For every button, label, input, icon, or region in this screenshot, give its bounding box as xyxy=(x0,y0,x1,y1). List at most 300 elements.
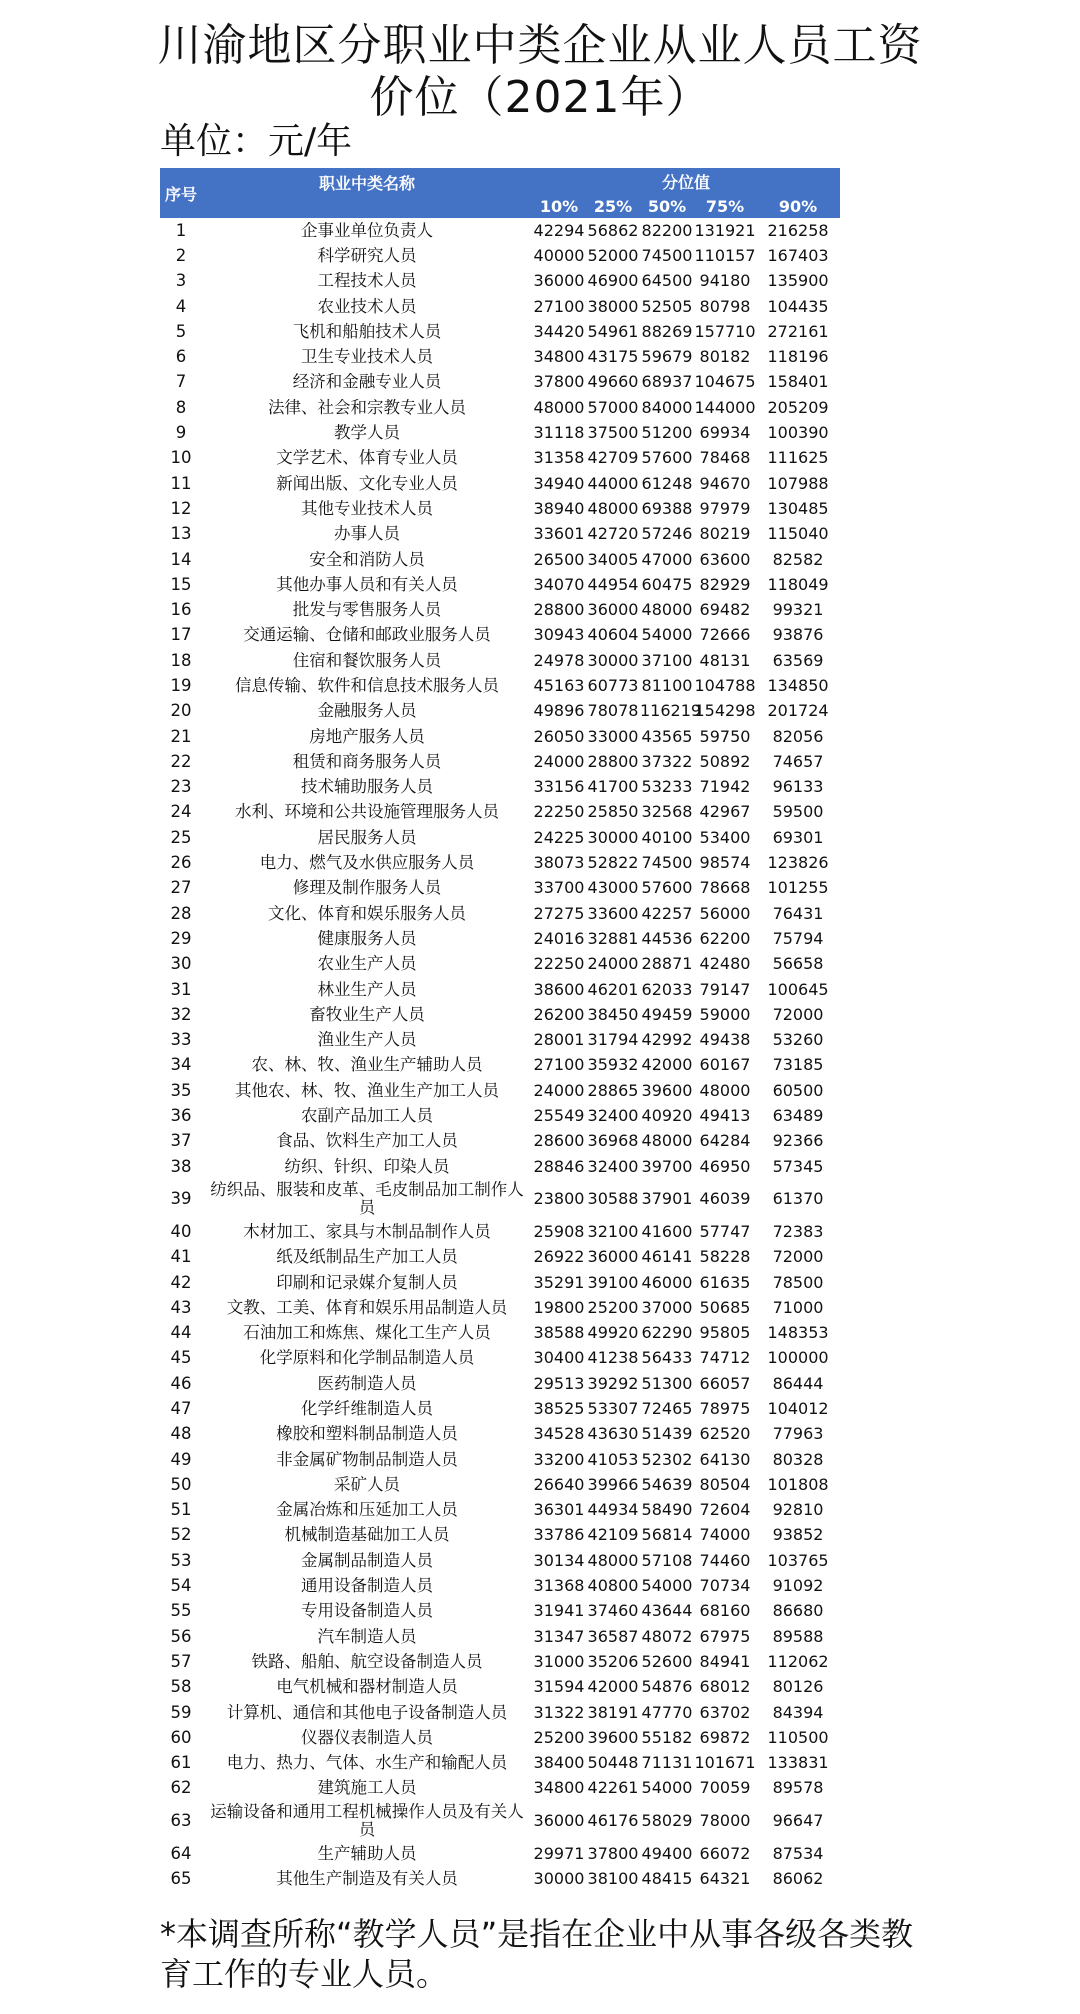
cell-p75: 110157 xyxy=(694,245,756,265)
cell-no: 51 xyxy=(170,1500,192,1520)
cell-p10: 38600 xyxy=(533,979,585,999)
cell-name: 金属制品制造人员 xyxy=(301,1550,433,1570)
cell-p10: 23800 xyxy=(533,1189,585,1209)
table-row xyxy=(160,370,840,395)
cell-p75: 78000 xyxy=(699,1811,751,1831)
cell-p50: 56433 xyxy=(641,1348,693,1368)
cell-p50: 37901 xyxy=(641,1189,693,1209)
cell-p75: 48131 xyxy=(699,650,751,670)
cell-name: 计算机、通信和其他电子设备制造人员 xyxy=(226,1702,508,1722)
cell-no: 63 xyxy=(170,1811,192,1831)
cell-name: 非金属矿物制品制造人员 xyxy=(276,1449,458,1469)
cell-p50: 84000 xyxy=(641,397,693,417)
cell-p90: 89578 xyxy=(772,1778,824,1798)
cell-p75: 94180 xyxy=(699,271,751,291)
cell-name: 卫生专业技术人员 xyxy=(301,347,433,367)
cell-p10: 33786 xyxy=(533,1525,585,1545)
cell-p75: 74712 xyxy=(699,1348,751,1368)
cell-p25: 54961 xyxy=(587,321,639,341)
cell-no: 18 xyxy=(170,650,192,670)
page-title xyxy=(0,20,1080,124)
cell-p90: 216258 xyxy=(767,220,829,240)
table-row xyxy=(160,294,840,319)
cell-p25: 33000 xyxy=(587,726,639,746)
cell-no: 29 xyxy=(170,928,192,948)
cell-p50: 68937 xyxy=(641,372,693,392)
cell-no: 23 xyxy=(170,777,192,797)
title-line-1: 川渝地区分职业中类企业从业人员工资 xyxy=(157,20,923,71)
cell-p25: 48000 xyxy=(587,498,639,518)
cell-no: 4 xyxy=(175,296,187,316)
cell-p90: 59500 xyxy=(772,802,824,822)
cell-p25: 36000 xyxy=(587,1247,639,1267)
cell-no: 59 xyxy=(170,1702,192,1722)
cell-p75: 64284 xyxy=(699,1131,751,1151)
cell-no: 7 xyxy=(175,372,187,392)
cell-name: 仪器仪表制造人员 xyxy=(301,1727,433,1747)
cell-p10: 34800 xyxy=(533,347,585,367)
cell-no: 8 xyxy=(175,397,187,417)
cell-p10: 34420 xyxy=(533,321,585,341)
cell-p90: 92810 xyxy=(772,1500,824,1520)
cell-p90: 101808 xyxy=(767,1474,829,1494)
cell-p25: 39100 xyxy=(587,1272,639,1292)
cell-p90: 57345 xyxy=(772,1156,824,1176)
cell-p90: 272161 xyxy=(767,321,829,341)
cell-p25: 41700 xyxy=(587,777,639,797)
table-row xyxy=(160,1573,840,1598)
cell-p10: 25200 xyxy=(533,1727,585,1747)
cell-p25: 43175 xyxy=(587,347,639,367)
cell-name: 林业生产人员 xyxy=(317,979,417,999)
cell-p75: 53400 xyxy=(699,827,751,847)
table-row xyxy=(160,1078,840,1103)
table-row xyxy=(160,825,840,850)
cell-no: 37 xyxy=(170,1131,192,1151)
cell-p90: 118196 xyxy=(767,347,829,367)
cell-p25: 50448 xyxy=(587,1753,639,1773)
cell-p50: 57246 xyxy=(641,524,693,544)
cell-p50: 55182 xyxy=(641,1727,693,1747)
cell-name: 机械制造基础加工人员 xyxy=(284,1525,450,1545)
cell-p90: 167403 xyxy=(767,245,829,265)
cell-p50: 82200 xyxy=(641,220,693,240)
cell-name: 橡胶和塑料制品制造人员 xyxy=(276,1424,458,1444)
cell-no: 49 xyxy=(170,1449,192,1469)
cell-p50: 43644 xyxy=(641,1601,693,1621)
cell-p10: 27100 xyxy=(533,296,585,316)
cell-p25: 32400 xyxy=(587,1106,639,1126)
cell-p75: 80504 xyxy=(699,1474,751,1494)
cell-p75: 80798 xyxy=(699,296,751,316)
cell-p50: 42257 xyxy=(641,903,693,923)
cell-p25: 42000 xyxy=(587,1677,639,1697)
cell-p75: 57747 xyxy=(699,1221,751,1241)
table-row xyxy=(160,1103,840,1128)
table-row xyxy=(160,1422,840,1447)
cell-p90: 205209 xyxy=(767,397,829,417)
cell-p50: 58029 xyxy=(641,1811,693,1831)
cell-p10: 38588 xyxy=(533,1323,585,1343)
table-row xyxy=(160,1295,840,1320)
table-row xyxy=(160,1129,840,1154)
table-row xyxy=(160,1649,840,1674)
cell-p75: 56000 xyxy=(699,903,751,923)
cell-p25: 30588 xyxy=(587,1189,639,1209)
cell-p75: 62200 xyxy=(699,928,751,948)
table-row xyxy=(160,1472,840,1497)
table-row xyxy=(160,1028,840,1053)
cell-p90: 104435 xyxy=(767,296,829,316)
cell-no: 47 xyxy=(170,1399,192,1418)
cell-name: 铁路、船舶、航空设备制造人员 xyxy=(251,1651,483,1671)
cell-p90: 91092 xyxy=(772,1576,824,1596)
cell-p10: 22250 xyxy=(533,802,585,822)
cell-p25: 32400 xyxy=(587,1156,639,1176)
cell-name: 健康服务人员 xyxy=(317,928,417,948)
cell-p25: 31794 xyxy=(587,1030,639,1050)
cell-p90: 63489 xyxy=(772,1106,824,1126)
cell-p25: 41238 xyxy=(587,1348,639,1368)
cell-p90: 112062 xyxy=(767,1651,829,1671)
cell-p50: 37100 xyxy=(641,650,693,670)
cell-p90: 87534 xyxy=(772,1843,824,1863)
cell-p50: 81100 xyxy=(641,675,693,695)
cell-p10: 29971 xyxy=(533,1843,585,1863)
cell-p90: 107988 xyxy=(767,473,829,493)
cell-p50: 44536 xyxy=(641,928,693,948)
cell-p50: 54639 xyxy=(641,1474,693,1494)
cell-p75: 66057 xyxy=(699,1373,751,1393)
header-name: 职业中类名称 xyxy=(202,168,532,218)
cell-name: 通用设备制造人员 xyxy=(301,1576,433,1596)
cell-p10: 36301 xyxy=(533,1500,585,1520)
cell-p25: 48000 xyxy=(587,1550,639,1570)
table-row xyxy=(160,1599,840,1624)
cell-name: 电力、燃气及水供应服务人员 xyxy=(259,853,475,873)
cell-p10: 33200 xyxy=(533,1449,585,1469)
cell-p90: 92366 xyxy=(772,1131,824,1151)
table-row xyxy=(160,1371,840,1396)
cell-p25: 56862 xyxy=(587,220,639,240)
cell-no: 65 xyxy=(170,1869,192,1889)
cell-name: 办事人员 xyxy=(334,524,400,544)
cell-no: 53 xyxy=(170,1550,192,1570)
cell-name: 农业技术人员 xyxy=(317,296,417,316)
cell-name: 科学研究人员 xyxy=(317,245,417,265)
table-row xyxy=(160,218,840,243)
table-row xyxy=(160,775,840,800)
cell-p10: 33700 xyxy=(533,878,585,898)
table-row xyxy=(160,547,840,572)
unit-label: 单位：元/年 xyxy=(160,121,353,162)
cell-p10: 31118 xyxy=(533,423,585,443)
cell-p75: 49438 xyxy=(699,1030,751,1050)
cell-p75: 78468 xyxy=(699,448,751,468)
table-row xyxy=(160,1675,840,1700)
cell-p50: 52600 xyxy=(641,1651,693,1671)
cell-p25: 38191 xyxy=(587,1702,639,1722)
cell-p10: 25549 xyxy=(533,1106,585,1126)
cell-no: 50 xyxy=(170,1474,192,1494)
cell-no: 44 xyxy=(170,1323,192,1343)
cell-no: 28 xyxy=(170,903,192,923)
cell-p25: 46176 xyxy=(587,1811,639,1831)
cell-p90: 96647 xyxy=(772,1811,824,1831)
cell-no: 20 xyxy=(170,701,192,721)
cell-no: 31 xyxy=(170,979,192,999)
cell-p90: 72383 xyxy=(772,1221,824,1241)
cell-p90: 115040 xyxy=(767,524,829,544)
cell-name: 金融服务人员 xyxy=(317,701,417,721)
cell-p75: 131921 xyxy=(694,220,756,240)
cell-p50: 42992 xyxy=(641,1030,693,1050)
cell-p50: 57600 xyxy=(641,878,693,898)
cell-p25: 35206 xyxy=(587,1651,639,1671)
table-row xyxy=(160,1396,840,1421)
cell-p50: 47000 xyxy=(641,549,693,569)
cell-p75: 64321 xyxy=(699,1869,751,1889)
cell-name: 批发与零售服务人员 xyxy=(292,600,442,620)
header-p50: 50% xyxy=(640,194,694,218)
cell-p50: 54000 xyxy=(641,1778,693,1798)
cell-no: 61 xyxy=(170,1753,192,1773)
cell-p90: 86680 xyxy=(772,1601,824,1621)
cell-p50: 28871 xyxy=(641,954,693,974)
cell-no: 39 xyxy=(170,1189,192,1209)
cell-p25: 52000 xyxy=(587,245,639,265)
cell-name: 木材加工、家具与木制品制作人员 xyxy=(243,1221,491,1241)
cell-p90: 201724 xyxy=(767,701,829,721)
cell-no: 57 xyxy=(170,1651,192,1671)
cell-no: 46 xyxy=(170,1373,192,1393)
cell-name: 专用设备制造人员 xyxy=(301,1601,433,1621)
cell-p90: 93852 xyxy=(772,1525,824,1545)
cell-p75: 42967 xyxy=(699,802,751,822)
cell-p25: 25850 xyxy=(587,802,639,822)
cell-p90: 89588 xyxy=(772,1626,824,1646)
table-row xyxy=(160,1179,840,1219)
cell-name: 金属冶炼和压延加工人员 xyxy=(276,1500,458,1520)
cell-p50: 40100 xyxy=(641,827,693,847)
cell-p25: 52822 xyxy=(587,853,639,873)
cell-p50: 54000 xyxy=(641,625,693,645)
cell-p10: 34070 xyxy=(533,574,585,594)
cell-no: 54 xyxy=(170,1576,192,1596)
cell-no: 21 xyxy=(170,726,192,746)
cell-name: 农副产品加工人员 xyxy=(301,1106,433,1126)
cell-p25: 44934 xyxy=(587,1500,639,1520)
cell-p10: 37800 xyxy=(533,372,585,392)
cell-p75: 72666 xyxy=(699,625,751,645)
cell-p25: 44000 xyxy=(587,473,639,493)
cell-p10: 24000 xyxy=(533,1080,585,1100)
cell-p25: 44954 xyxy=(587,574,639,594)
cell-no: 55 xyxy=(170,1601,192,1621)
cell-p10: 24016 xyxy=(533,928,585,948)
cell-p25: 49920 xyxy=(587,1323,639,1343)
cell-name: 文教、工美、体育和娱乐用品制造人员 xyxy=(226,1297,508,1317)
cell-no: 33 xyxy=(170,1030,192,1050)
cell-p75: 70734 xyxy=(699,1576,751,1596)
cell-p10: 26200 xyxy=(533,1004,585,1024)
cell-p50: 49400 xyxy=(641,1843,693,1863)
cell-p10: 33601 xyxy=(533,524,585,544)
cell-name: 法律、社会和宗教专业人员 xyxy=(268,397,466,417)
cell-p10: 34528 xyxy=(533,1424,585,1444)
cell-name: 技术辅助服务人员 xyxy=(301,777,433,797)
cell-name: 采矿人员 xyxy=(334,1474,400,1494)
cell-p50: 51200 xyxy=(641,423,693,443)
cell-p50: 62290 xyxy=(641,1323,693,1343)
cell-no: 62 xyxy=(170,1778,192,1798)
cell-p25: 36000 xyxy=(587,600,639,620)
cell-name: 其他专业技术人员 xyxy=(301,498,433,518)
cell-p90: 103765 xyxy=(767,1550,829,1570)
cell-p75: 72604 xyxy=(699,1500,751,1520)
cell-p90: 100000 xyxy=(767,1348,829,1368)
table-header xyxy=(160,168,840,218)
cell-p25: 34005 xyxy=(587,549,639,569)
table-row xyxy=(160,800,840,825)
cell-no: 14 xyxy=(170,549,192,569)
cell-p90: 80328 xyxy=(772,1449,824,1469)
cell-p50: 46000 xyxy=(641,1272,693,1292)
cell-p25: 57000 xyxy=(587,397,639,417)
cell-p10: 26922 xyxy=(533,1247,585,1267)
cell-name: 汽车制造人员 xyxy=(317,1626,417,1646)
cell-p10: 35291 xyxy=(533,1272,585,1292)
cell-p10: 31594 xyxy=(533,1677,585,1697)
cell-no: 11 xyxy=(170,473,192,493)
cell-p75: 68160 xyxy=(699,1601,751,1621)
table-row xyxy=(160,1245,840,1270)
cell-p50: 52505 xyxy=(641,296,693,316)
cell-no: 5 xyxy=(175,321,187,341)
cell-p50: 32568 xyxy=(641,802,693,822)
cell-p10: 28001 xyxy=(533,1030,585,1050)
table-row xyxy=(160,420,840,445)
cell-p50: 39600 xyxy=(641,1080,693,1100)
table-row xyxy=(160,749,840,774)
cell-p10: 30134 xyxy=(533,1550,585,1570)
cell-name: 畜牧业生产人员 xyxy=(309,1004,425,1024)
cell-name: 水利、环境和公共设施管理服务人员 xyxy=(235,802,499,822)
cell-p75: 157710 xyxy=(694,321,756,341)
title-line-2: 价位（2021年） xyxy=(369,72,711,123)
table-row xyxy=(160,648,840,673)
cell-p10: 19800 xyxy=(533,1297,585,1317)
cell-p90: 84394 xyxy=(772,1702,824,1722)
cell-p50: 48415 xyxy=(641,1869,693,1889)
cell-p90: 123826 xyxy=(767,853,829,873)
cell-p90: 158401 xyxy=(767,372,829,392)
cell-no: 52 xyxy=(170,1525,192,1545)
table-row xyxy=(160,623,840,648)
cell-p25: 24000 xyxy=(587,954,639,974)
cell-no: 17 xyxy=(170,625,192,645)
table-row xyxy=(160,952,840,977)
cell-p25: 39600 xyxy=(587,1727,639,1747)
cell-p75: 46039 xyxy=(699,1189,751,1209)
cell-p50: 47770 xyxy=(641,1702,693,1722)
cell-p75: 60167 xyxy=(699,1055,751,1075)
cell-p50: 56814 xyxy=(641,1525,693,1545)
cell-name: 飞机和船舶技术人员 xyxy=(292,321,442,341)
cell-no: 43 xyxy=(170,1297,192,1317)
cell-p75: 63600 xyxy=(699,549,751,569)
cell-p75: 104675 xyxy=(694,372,756,392)
table-row xyxy=(160,1346,840,1371)
cell-name: 工程技术人员 xyxy=(317,271,417,291)
cell-p25: 36587 xyxy=(587,1626,639,1646)
cell-p25: 42709 xyxy=(587,448,639,468)
cell-no: 10 xyxy=(170,448,192,468)
cell-p75: 50685 xyxy=(699,1297,751,1317)
cell-no: 58 xyxy=(170,1677,192,1697)
cell-p75: 78668 xyxy=(699,878,751,898)
table-row xyxy=(160,1154,840,1179)
cell-no: 16 xyxy=(170,600,192,620)
cell-p90: 118049 xyxy=(767,574,829,594)
cell-p90: 134850 xyxy=(767,675,829,695)
cell-no: 26 xyxy=(170,853,192,873)
table-row xyxy=(160,395,840,420)
table-row xyxy=(160,572,840,597)
cell-p50: 74500 xyxy=(641,245,693,265)
cell-p10: 30943 xyxy=(533,625,585,645)
cell-p50: 37322 xyxy=(641,751,693,771)
cell-p50: 41600 xyxy=(641,1221,693,1241)
cell-p75: 95805 xyxy=(699,1323,751,1343)
cell-p10: 24000 xyxy=(533,751,585,771)
table-row xyxy=(160,344,840,369)
cell-p90: 135900 xyxy=(767,271,829,291)
cell-p50: 58490 xyxy=(641,1500,693,1520)
cell-p10: 26050 xyxy=(533,726,585,746)
cell-p90: 56658 xyxy=(772,954,824,974)
cell-p90: 104012 xyxy=(767,1399,829,1418)
cell-p50: 51439 xyxy=(641,1424,693,1444)
table-row xyxy=(160,1548,840,1573)
table-row xyxy=(160,850,840,875)
cell-no: 25 xyxy=(170,827,192,847)
cell-p25: 78078 xyxy=(587,701,639,721)
cell-p90: 77963 xyxy=(772,1424,824,1444)
cell-no: 13 xyxy=(170,524,192,544)
cell-p10: 38400 xyxy=(533,1753,585,1773)
cell-p90: 100645 xyxy=(767,979,829,999)
cell-p25: 39966 xyxy=(587,1474,639,1494)
header-p75: 75% xyxy=(694,194,756,218)
cell-name: 信息传输、软件和信息技术服务人员 xyxy=(235,675,499,695)
cell-p90: 72000 xyxy=(772,1004,824,1024)
cell-p90: 100390 xyxy=(767,423,829,443)
cell-p10: 31358 xyxy=(533,448,585,468)
table-row xyxy=(160,1700,840,1725)
cell-p50: 37000 xyxy=(641,1297,693,1317)
cell-p90: 130485 xyxy=(767,498,829,518)
cell-p10: 27275 xyxy=(533,903,585,923)
cell-p10: 34800 xyxy=(533,1778,585,1798)
cell-no: 40 xyxy=(170,1221,192,1241)
cell-no: 22 xyxy=(170,751,192,771)
cell-p50: 74500 xyxy=(641,853,693,873)
table-row xyxy=(160,243,840,268)
cell-p25: 60773 xyxy=(587,675,639,695)
cell-p25: 40604 xyxy=(587,625,639,645)
cell-p75: 97979 xyxy=(699,498,751,518)
